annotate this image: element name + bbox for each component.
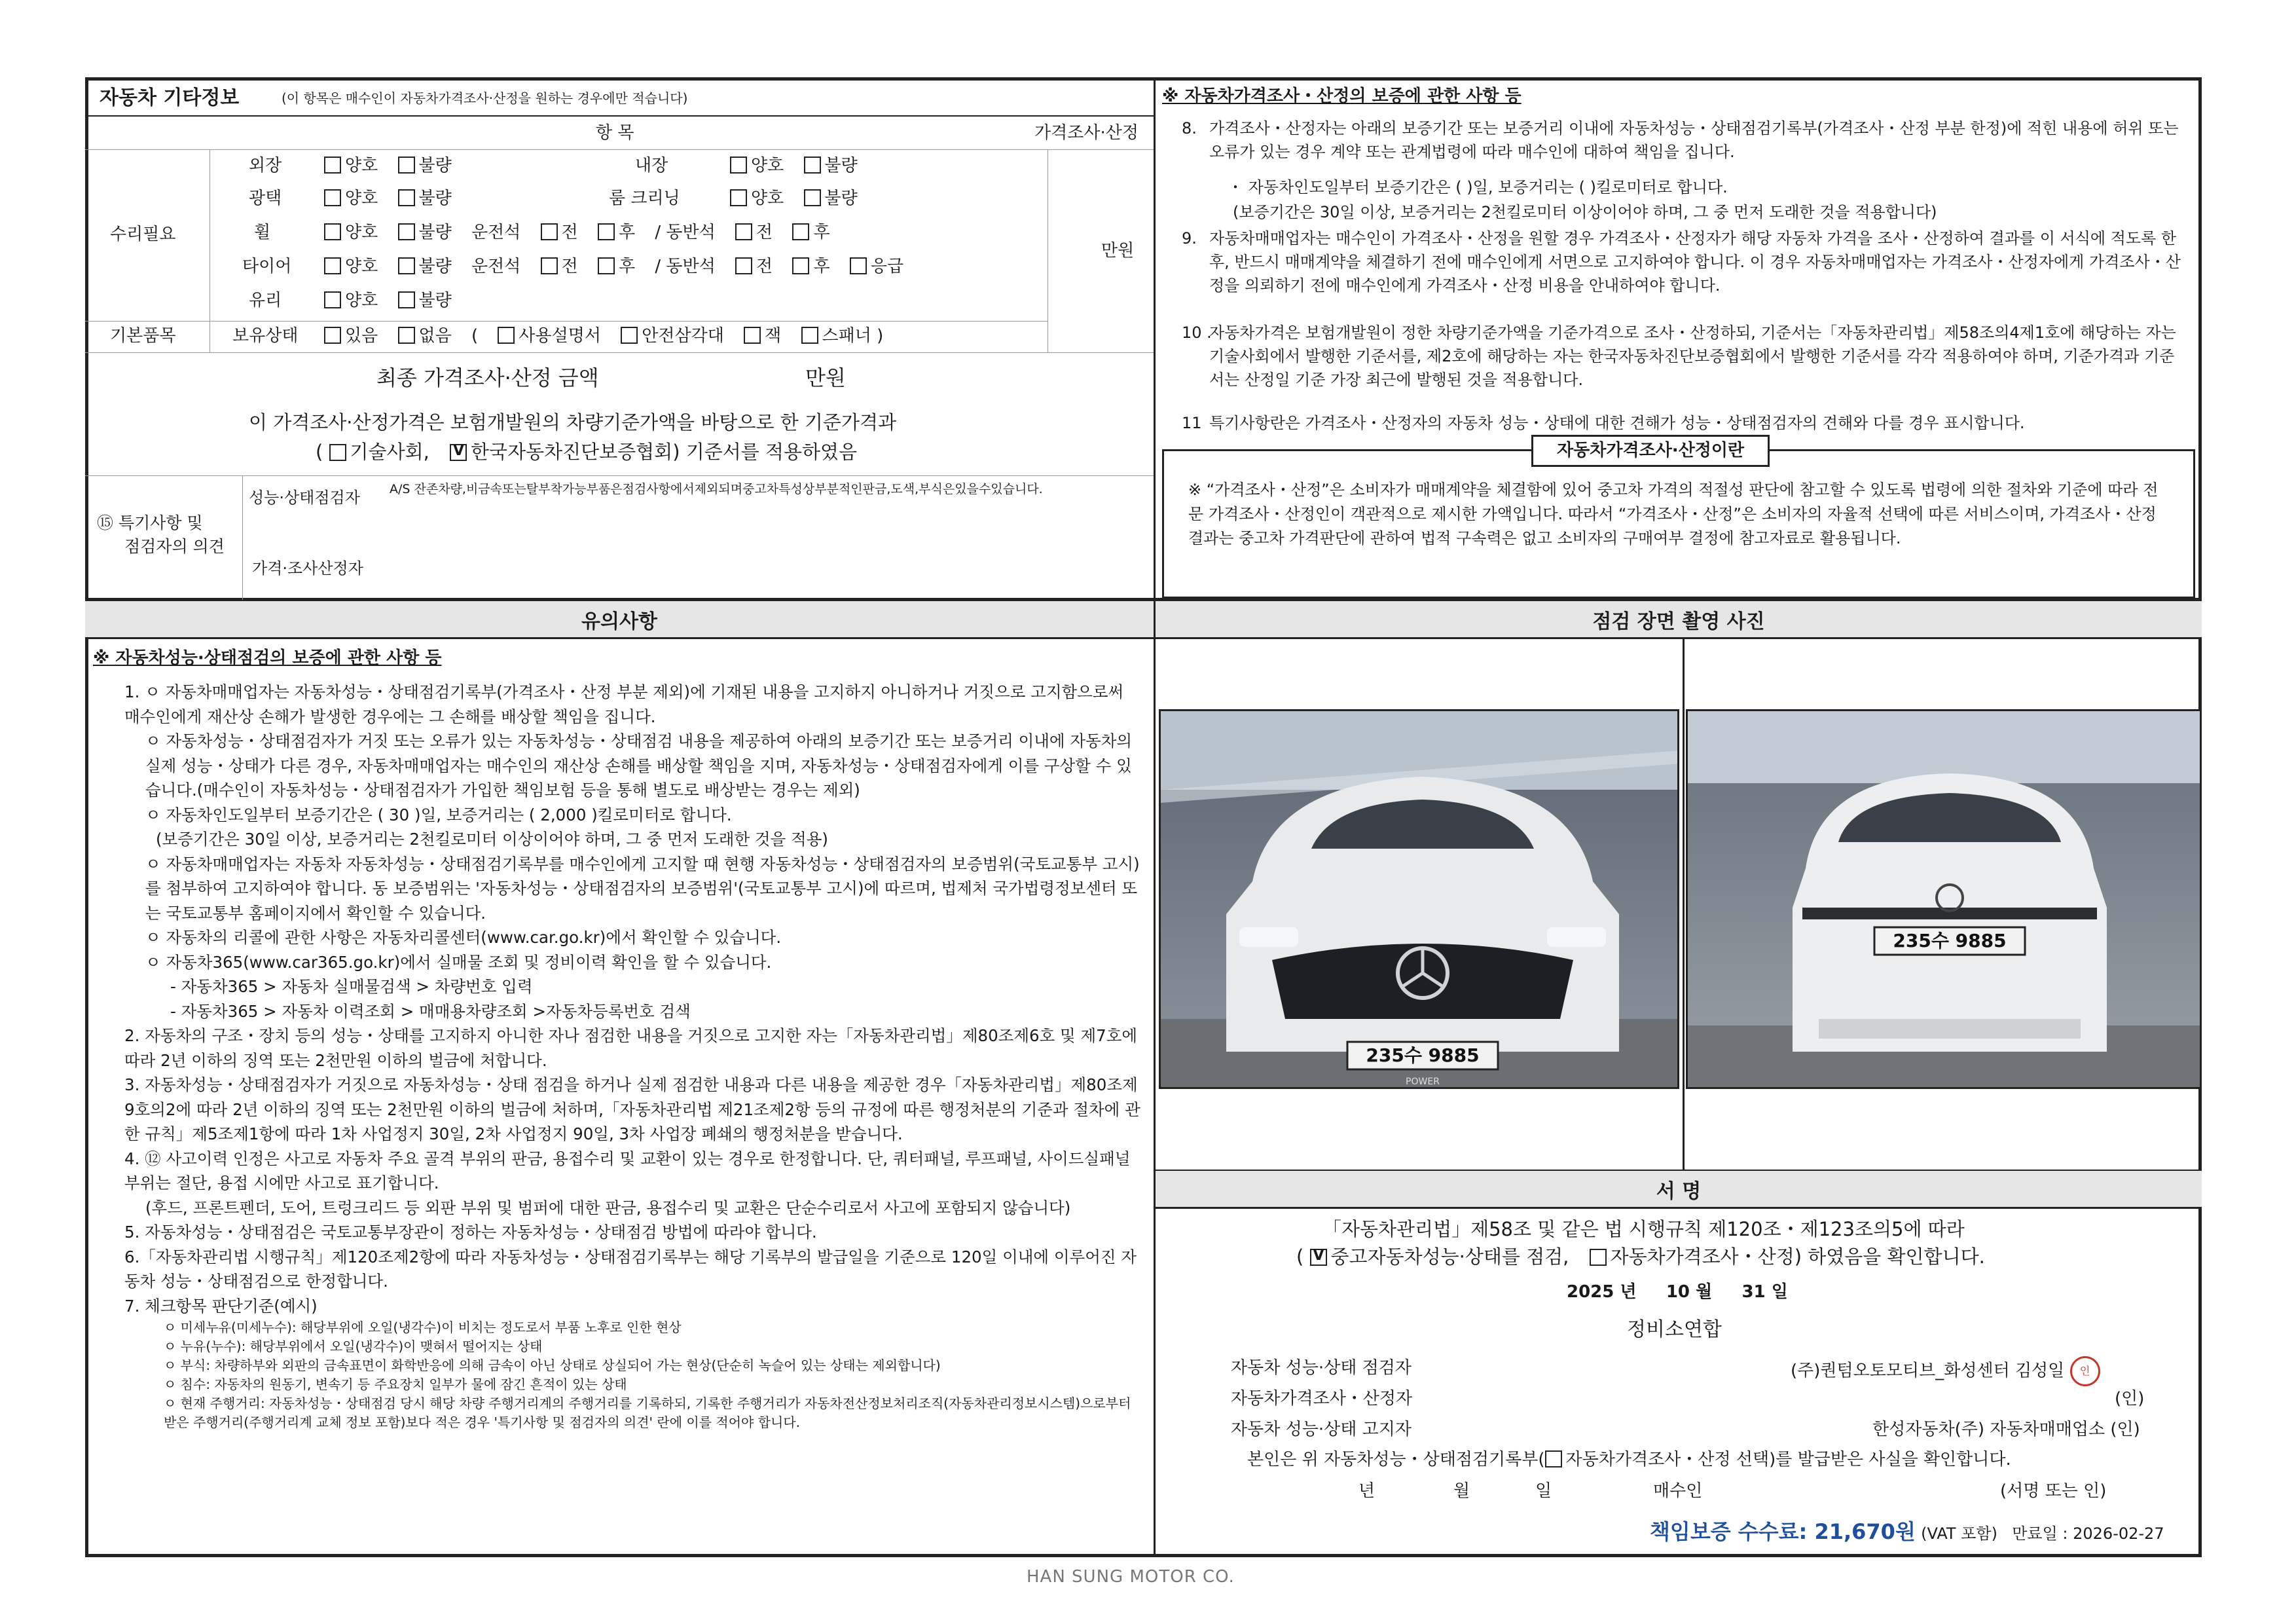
warranty-item-text: 자동차가격은 보험개발원이 정한 차량기준가액을 기준가격으로 조사・산정하되, 기준서는「자동차관리법」제58조의4제1호에 해당하는 자는 기술사회에서 발행한 기준서를, 제2호에 해당하는 자는 한국자동차진단보증협회에서 발행한 기준서를 각각 적용하여야 하며, 기준가격과 기준서는 산정일 기준 가장 최근에 발행된 것을 적용합니다. [1209, 323, 2176, 389]
expiry-date: 만료일 : 2026-02-27 [2012, 1524, 2164, 1543]
receipt-day-label: 일 [1535, 1481, 1552, 1501]
rear-car-image [1688, 711, 2202, 1089]
warranty-item-number: 11 [1182, 414, 1202, 432]
wheel-passenger-rear-checkbox[interactable] [792, 223, 809, 240]
repair-needed-label: 수리필요 [110, 225, 176, 244]
jack-checkbox[interactable] [744, 327, 761, 344]
warranty-item-number: 9. [1182, 229, 1197, 248]
glass-bad-checkbox[interactable] [398, 291, 415, 308]
price-unit: 만원 [1101, 241, 1135, 261]
row-glass-label: 유리 [249, 291, 282, 310]
note-item: 2. 자동차의 구조・장치 등의 성능・상태를 고지하지 아니한 자나 점검한 내용을 거짓으로 고지한 자는「자동차관리법」제80조제6호 및 제7호에 따라 2년 이하의 징역 또는 2천만원 이하의 벌금에 처합니다. [124, 1026, 1138, 1070]
criteria-item: ㅇ 현재 주행거리: 자동차성능・상태점검 당시 해당 차량 주행거리계의 주행거리를 기록하되, 기록한 주행거리가 자동차전산정보처리조직(자동차관리정보시스템)으로부터 받은 주행거리(주행거리계 교체 정보 포함)보다 적은 경우 '특기사항 및 점검자의 의견' 란에 이를 적어야 합니다. [164, 1395, 1131, 1430]
tire-passenger-rear-checkbox[interactable] [792, 257, 809, 274]
wheel-driver-rear-checkbox[interactable] [598, 223, 615, 240]
row-wheel-label: 휠 [254, 223, 271, 242]
row-exterior-label: 외장 [249, 156, 282, 175]
wheel-driver-front-checkbox[interactable] [541, 223, 558, 240]
pricer-sign-label: 자동차가격조사・산정자 [1231, 1389, 1413, 1409]
note-item: ㅇ 자동차365(www.car365.go.kr)에서 실매물 조회 및 정비이력 확인을 할 수 있습니다. [145, 952, 772, 972]
warranty-item [1182, 175, 2183, 199]
buyer-sign-label: (서명 또는 인) [2000, 1481, 2107, 1501]
criteria-item: ㅇ 침수: 자동차의 원동기, 변속기 등 주요장치 일부가 물에 잠긴 흔적이 있는 상태 [164, 1376, 627, 1392]
interior-good-checkbox[interactable] [730, 157, 747, 174]
photos-section [1156, 601, 2202, 1171]
exterior-good-checkbox[interactable] [324, 157, 341, 174]
rear-plate-text: 235수 9885 [1893, 930, 2007, 951]
lift-label: POWER [1406, 1077, 1440, 1087]
price-definition-title: 자동차가격조사·산정이란 [1531, 435, 1770, 467]
criteria-item: ㅇ 부식: 차량하부와 외판의 금속표면이 화학반응에 의해 금속이 아닌 상태로 상실되어 가는 현상(단순히 녹슬어 있는 상태는 제외합니다) [164, 1357, 941, 1373]
row-interior-label: 내장 [635, 156, 668, 175]
special-label: 특기사항 및 [118, 513, 203, 532]
row-room-label: 룸 크리닝 [609, 189, 680, 208]
photos-header: 점검 장면 촬영 사진 [1156, 601, 2202, 639]
warranty-item [1182, 411, 2183, 435]
note-item: ㅇ 자동차인도일부터 보증기간은 ( 30 )일, 보증거리는 ( 2,000 )킬로미터로 합니다. [145, 805, 732, 824]
receipt-price-checkbox[interactable] [1545, 1450, 1562, 1467]
tire-passenger-front-checkbox[interactable] [735, 257, 752, 274]
note-item: ㅇ 자동차매매업자는 자동차 자동차성능・상태점검기록부를 매수인에게 고지할 때 현행 자동차성능・상태점검자의 보증범위(국토교통부 고시)를 첨부하여 고지하여야 합니다. 동 보증범위는 '자동차성능・상태점검자의 보증범위'(국토교통부 고시)에 따르며, 법제처 국가법령정보센터 또는 국토교통부 홈페이지에서 확인할 수 있습니다. [145, 854, 1140, 923]
warranty-item-text: (보증기간은 30일 이상, 보증거리는 2천킬로미터 이상이어야 하며, 그 중 먼저 도래한 것을 적용합니다) [1233, 203, 1937, 221]
note-item: - 자동차365 > 자동차 이력조회 > 매매용차량조회 >자동차등록번호 검색 [170, 1001, 691, 1021]
col-header-item: 항 목 [596, 123, 634, 143]
room-bad-checkbox[interactable] [804, 189, 821, 206]
warranty-item [1182, 200, 2183, 224]
interior-bad-checkbox[interactable] [804, 157, 821, 174]
note-item: 4. ⑫ 사고이력 인정은 사고로 자동차 주요 골격 부위의 판금, 용접수리 및 교환이 있는 경우로 한정합니다. 단, 쿼터패널, 루프패널, 사이드실패널 부위는 절단, 용접 시에만 사고로 표기합니다. [124, 1149, 1131, 1192]
price-warranty-title: ※ 자동차가격조사・산정의 보증에 관한 사항 등 [1162, 86, 1522, 106]
final-price-unit: 만원 [805, 365, 846, 390]
warranty-item-text: 가격조사・산정자는 아래의 보증기간 또는 보증거리 이내에 자동차성능・상태점검기록부(가격조사・산정 부분 한정)에 적힌 내용에 허위 또는 오류가 있는 경우 계약 또는 관계법령에 따라 매수인에 대하여 책임을 집니다. [1209, 119, 2179, 161]
exterior-bad-checkbox[interactable] [398, 157, 415, 174]
possess-yes-checkbox[interactable] [324, 327, 341, 344]
inspector-sign-label: 자동차 성능·상태 점검자 [1231, 1358, 1412, 1378]
notes-section [85, 601, 1156, 1557]
note-item: (보증기간은 30일 이상, 보증거리는 2천킬로미터 이상이어야 하며, 그 중 먼저 도래한 것을 적용) [156, 830, 828, 849]
warranty-item [1182, 227, 2183, 297]
front-inspection-photo [1159, 709, 1679, 1089]
glass-good-checkbox[interactable] [324, 291, 341, 308]
price-warranty-section [1156, 77, 2202, 601]
row-gloss-label: 광택 [249, 189, 282, 208]
sign-date: 2025 년 10 월 31 일 [1567, 1282, 1788, 1302]
triangle-checkbox[interactable] [621, 327, 638, 344]
note-item: 1. ㅇ 자동차매매업자는 자동차성능・상태점검기록부(가격조사・산정 부분 제외)에 기재된 내용을 고지하지 아니하거나 거짓으로 고지함으로써 매수인에게 재산상 손해가 발생한 경우에는 그 손해를 배상할 책임을 집니다. [124, 682, 1124, 726]
note-item: 6.「자동차관리법 시행규칙」제120조제2항에 따라 자동차성능・상태점검기록부는 해당 기록부의 발급일을 기준으로 120일 이내에 이루어진 자동차 성능・상태점검으로 한정합니다. [124, 1247, 1137, 1291]
sign-performance-checkbox[interactable] [1310, 1249, 1327, 1266]
warranty-item [1182, 117, 2183, 164]
possess-no-checkbox[interactable] [398, 327, 415, 344]
notes-header: 유의사항 [85, 601, 1154, 639]
tire-driver-front-checkbox[interactable] [541, 257, 558, 274]
row-possess-label: 보유상태 [232, 326, 299, 346]
gloss-bad-checkbox[interactable] [398, 189, 415, 206]
warranty-item-number: 8. [1182, 119, 1197, 138]
inspector-sign-value: (주)퀀텀오토모티브_화성센터 김성일 [1791, 1361, 2065, 1381]
special-number: ⑮ [97, 513, 114, 532]
tire-driver-rear-checkbox[interactable] [598, 257, 615, 274]
criteria-item: ㅇ 미세누유(미세누수): 해당부위에 오일(냉각수)이 비치는 정도로서 부품 노후로 인한 현상 [164, 1320, 682, 1335]
warranty-item-text: 자동차매매업자는 매수인이 가격조사・산정을 원할 경우 가격조사・산정자가 해당 자동차 가격을 조사・산정하여 결과를 이 서식에 적도록 한 후, 반드시 매매계약을 체결하기 전에 매수인에게 서면으로 고지하여야 합니다. 이 경우 자동차매매업자는 가격조사・산정자에게 가격조사・산정을 의뢰하기 전에 매수인에게 가격조사・산정 비용을 안내하여야 합니다. [1209, 229, 2181, 295]
basis-line: 이 가격조사·산정가격은 보험개발원의 차량기준가액을 바탕으로 한 기준가격과 [249, 411, 896, 434]
final-price-label: 최종 가격조사·산정 금액 [376, 365, 599, 390]
receipt-month-label: 월 [1453, 1481, 1470, 1501]
wheel-bad-checkbox[interactable] [398, 223, 415, 240]
inspector-note: A/S 잔존차량,비금속또는탈부착가능부품은점검사항에서제외되며중고차특성상부분적인판금,도색,부식은있을수있습니다. [390, 482, 1043, 496]
front-plate-text: 235수 9885 [1366, 1044, 1480, 1066]
note-item: ㅇ 자동차성능・상태점검자가 거짓 또는 오류가 있는 자동차성능・상태점검 내용을 제공하여 아래의 보증기간 또는 보증거리 이내에 자동차의 실제 성능・상태가 다른 경우, 자동차매매업자는 매수인의 재산상 손해를 배상할 책임을 지며, 자동차성능・상태점검자에게 이를 구상할 수 있습니다.(매수인이 자동차성능・상태점검자가 가입한 책임보험 등을 통해 별도로 배상받는 경우는 제외) [145, 731, 1133, 800]
warranty-fee: 책임보증 수수료: 21,670원 [1650, 1519, 1916, 1544]
basis-kadia-checkbox[interactable] [450, 444, 467, 461]
wheel-good-checkbox[interactable] [324, 223, 341, 240]
notifier-sign-label: 자동차 성능·상태 고지자 [1231, 1420, 1412, 1439]
warranty-item [1182, 321, 2183, 392]
warranty-item-text: 특기사항란은 가격조사・산정자의 자동차 성능・상태에 대한 견해가 성능・상태점검자의 견해와 다를 경우 표시합니다. [1209, 414, 2025, 432]
sign-law-line: 「자동차관리법」제58조 및 같은 법 시행규칙 제120조・제123조의5에 따라 [1322, 1218, 1965, 1240]
tire-emergency-checkbox[interactable] [850, 257, 867, 274]
receipt-year-label: 년 [1358, 1481, 1376, 1501]
signature-section: 서 명 「자동차관리법」제58조 및 같은 법 시행규칙 제120조・제123조의5에 따라 ( V 중고자동차성능·상태를 점검, 자동차가격조사・산정) 하였음을 확인합니다. 2025 년 10 월 31 일 정비소연합 자동차 성능·상태 점검자 (주)퀀텀오토모티브_화성센터 김성일 인 자동차가격조사・산정자 (인) 자동차 성능·상태 고지자 한성자동차(주) 자동차매매업소 (인) 본인은 위 자동차성능・상태점검기록부( 자동차가격조사・산정 선택)를 발급받은 사실을 확인합니다. 년 월 일 매수인 (서명 또는 인) 책임보증 수수료: 21,670원 (VAT 포함) 만료일 : 2026-02-27 [1156, 1171, 2202, 1557]
note-item: - 자동차365 > 자동차 실매물검색 > 차량번호 입력 [170, 977, 533, 996]
warranty-item-number: 10 . [1182, 323, 1212, 342]
inspector-label: 성능·상태점검자 [249, 489, 360, 507]
gloss-good-checkbox[interactable] [324, 189, 341, 206]
front-car-image [1161, 711, 1679, 1089]
price-definition-text: ※ “가격조사・산정”은 소비자가 매매계약을 체결함에 있어 중고차 가격의 적절성 판단에 참고할 수 있도록 법령에 의한 절차와 기준에 따라 전문 가격조사・산정인이 객관적으로 제시한 가액입니다. 따라서 “가격조사・산정”은 소비자의 자율적 선택에 따른 서비스이며, 가격조사・산정 결과는 중고차 가격판단에 관하여 법적 구속력은 없고 소비자의 구매여부 결정에 참고자료로 활용됩니다. [1188, 481, 2159, 547]
note-item: 5. 자동차성능・상태점검은 국토교통부장관이 정하는 자동차성능・상태점검 방법에 따라야 합니다. [124, 1223, 817, 1242]
basic-items-label: 기본품목 [110, 326, 176, 346]
special-label-2: 점검자의 의견 [124, 537, 225, 556]
pricer-label: 가격·조사산정자 [252, 559, 363, 578]
note-item: (후드, 프론트펜더, 도어, 트렁크리드 등 외판 부위 및 범퍼에 대한 판금, 용접수리 및 교환은 단순수리로서 사고에 포함되지 않습니다) [145, 1198, 1071, 1217]
basis-tech-society-checkbox[interactable] [329, 444, 346, 461]
note-item: ㅇ 자동차의 리콜에 관한 사항은 자동차리콜센터(www.car.go.kr)에서 확인할 수 있습니다. [145, 928, 782, 947]
note-item: 7. 체크항목 판단기준(예시) [124, 1296, 318, 1316]
sign-org: 정비소연합 [1627, 1318, 1722, 1341]
sign-price-checkbox[interactable] [1590, 1249, 1607, 1266]
inspector-seal: 인 [2070, 1356, 2100, 1386]
room-good-checkbox[interactable] [730, 189, 747, 206]
wheel-passenger-front-checkbox[interactable] [735, 223, 752, 240]
pricer-sign-value: (인) [2115, 1389, 2145, 1409]
manual-checkbox[interactable] [498, 327, 515, 344]
notes-subtitle: ※ 자동차성능·상태점검의 보증에 관한 사항 등 [93, 648, 442, 668]
col-header-price: 가격조사·산정 [1034, 123, 1139, 143]
notifier-sign-value: 한성자동차(주) 자동차매매업소 (인) [1872, 1420, 2140, 1439]
tire-good-checkbox[interactable] [324, 257, 341, 274]
tire-bad-checkbox[interactable] [398, 257, 415, 274]
row-tire-label: 타이어 [242, 257, 292, 276]
section-note: (이 항목은 매수인이 자동차가격조사·산정을 원하는 경우에만 적습니다) [282, 90, 688, 106]
signature-header: 서 명 [1156, 1171, 2202, 1209]
buyer-label: 매수인 [1653, 1481, 1703, 1501]
vehicle-other-info-section: 자동차 기타정보 (이 항목은 매수인이 자동차가격조사·산정을 원하는 경우에만 적습니다) 항 목 가격조사·산정 수리필요 만원 외장 양호 불량 내장 양호 불량 광택 양호 불량 룸 크리닝 양호 불량 휠 양호 불량 운전석 전 후 / 동반석 전 후 타이어 양호 불량 운전석 전 후 / 동반석 전 후 응급 유리 양호 불량 기본품목 보유상태 있음 없음 ( 사용설명서 안전삼각대 잭 스패너 ) 최종 가격조사·산정 금액 만원 이 가격조사·산정가격은 보험개발원의 차량기준가액을 바탕으로 한 기준가격과 ( 기술사회, V 한국자동차진단보증협회) 기준서를 적용하였음 ⑮ 특기사항 및 점검자의 의견 성능·상태점검자 A/S 잔존차량,비금속또는탈부착가능부품은점검사항에서제외되며중고차특성상부분적인판금,도색,부식은있을수있습니다. 가격·조사산정자 [85, 77, 1156, 601]
rear-inspection-photo [1686, 709, 2202, 1089]
criteria-item: ㅇ 누유(누수): 해당부위에서 오일(냉각수)이 맺혀서 떨어지는 상태 [164, 1338, 543, 1354]
fee-vat: (VAT 포함) [1921, 1524, 1997, 1543]
footer-company: HAN SUNG MOTOR CO. [1027, 1567, 1235, 1587]
section-title: 자동차 기타정보 [100, 86, 240, 109]
note-item: 3. 자동차성능・상태점검자가 거짓으로 자동차성능・상태 점검을 하거나 실제 점검한 내용과 다른 내용을 제공한 경우「자동차관리법」제80조제9호의2에 따라 2년 이하의 징역 또는 2천만원 이하의 벌금에 처하며,「자동차관리법 제21조제2항 등의 규정에 따른 행정처분의 기준과 절차에 관한 규칙」제5조제1항에 따라 1차 사업정지 30일, 2차 사업정지 90일, 3차 사업장 폐쇄의 행정처분을 받습니다. [124, 1075, 1140, 1143]
spanner-checkbox[interactable] [801, 327, 818, 344]
warranty-item-text: ・ 자동차인도일부터 보증기간은 ( )일, 보증거리는 ( )킬로미터로 합니다. [1228, 178, 1728, 196]
